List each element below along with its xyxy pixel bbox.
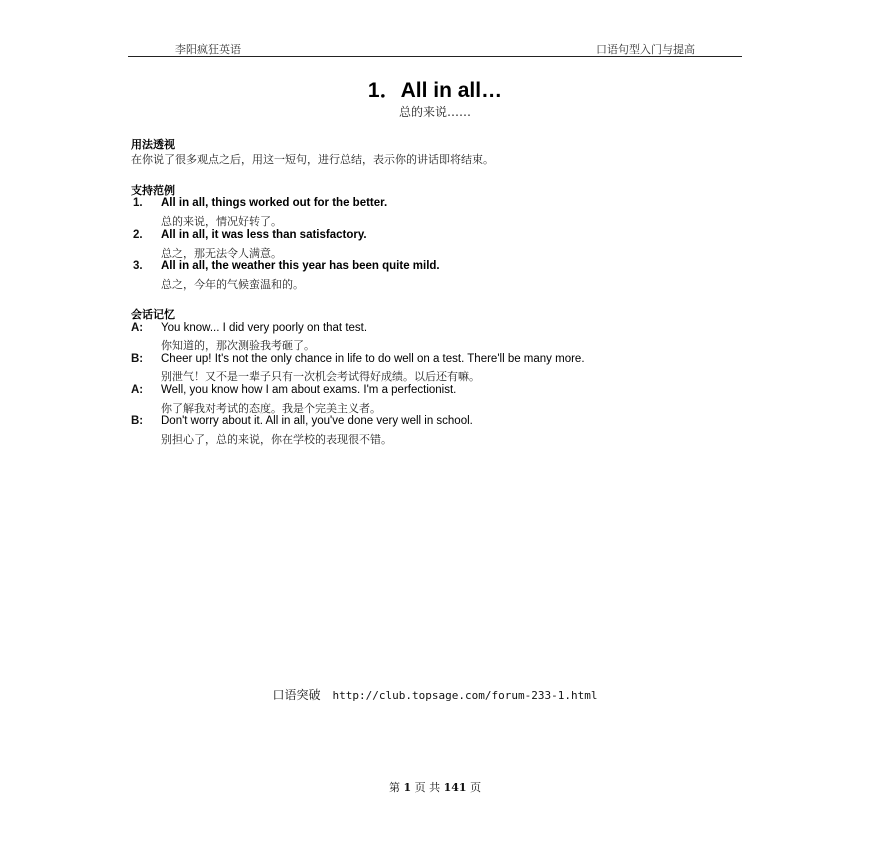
example-chinese: 总之，今年的气候蛮温和的。 [161,278,304,291]
page-subtitle: 总的来说…… [398,105,471,119]
usage-heading: 用法透视 [131,138,175,151]
examples-heading: 支持范例 [131,184,175,197]
dialogue-english: Cheer up! It's not the only chance in life to do well on a test. There'll be many more. [161,353,585,365]
dialogue-english: You know... I did very poorly on that test. [161,322,368,334]
header-rule [128,56,742,57]
example-english: All in all, it was less than satisfactory. [161,229,367,241]
example-english: All in all, things worked out for the better. [161,197,388,209]
header-right: 口语句型入门与提高 [596,43,695,56]
page-number-suffix: 页 [470,781,482,794]
dialogue-speaker: A: [131,384,144,396]
page-number-prefix: 第 [388,781,400,794]
footer-link-line [0,686,870,703]
page-title: 1．All in all… [367,79,503,102]
example-number: 3. [133,260,143,272]
dialogue-english: Don't worry about it. All in all, you've done very well in school. [161,415,473,427]
page-number-total: 141 [443,781,467,794]
example-chinese: 总之，那无法令人满意。 [161,247,282,260]
usage-text: 在你说了很多观点之后，用这一短句，进行总结，表示你的讲话即将结束。 [131,153,494,166]
footer-url[interactable]: http://club.topsage.com/forum-233-1.html [332,689,598,702]
example-english: All in all, the weather this year has been quite mild. [161,260,440,272]
example-number: 1. [133,197,143,209]
header-left: 李阳疯狂英语 [175,43,241,56]
example-number: 2. [133,229,143,241]
dialogue-chinese: 你知道的，那次测验我考砸了。 [161,339,315,352]
dialogue-chinese: 别泄气！又不是一辈子只有一次机会考试得好成绩。以后还有嘛。 [161,370,480,383]
dialogue-english: Well, you know how I am about exams. I'm a perfectionist. [161,384,457,396]
dialogue-chinese: 你了解我对考试的态度。我是个完美主义者。 [161,402,381,415]
dialogue-speaker: B: [131,353,144,365]
dialogue-heading: 会话记忆 [131,308,175,321]
page-number-middle: 页 共 [414,781,441,794]
page-number-current: 1 [403,781,412,794]
page-number [0,779,870,795]
dialogue-chinese: 别担心了，总的来说，你在学校的表现很不错。 [161,433,392,446]
footer-label: 口语突破 [272,688,321,702]
dialogue-speaker: A: [131,322,144,334]
dialogue-speaker: B: [131,415,144,427]
example-chinese: 总的来说，情况好转了。 [161,215,282,228]
